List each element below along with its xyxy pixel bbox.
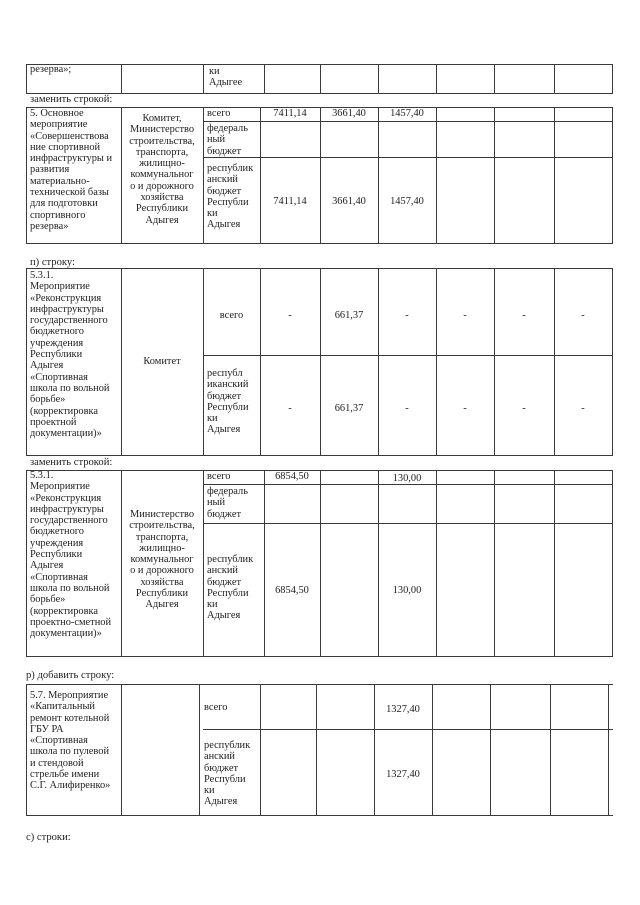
value-cell: - — [405, 310, 409, 321]
value-cell: - — [581, 403, 585, 414]
source-cell: всего — [219, 310, 244, 321]
value-cell: - — [405, 403, 409, 414]
value-cell: 130,00 — [392, 585, 422, 596]
value-cell: 1327,40 — [386, 769, 420, 780]
caption-add-row: р) добавить строку: — [26, 670, 115, 681]
row-name: резерва»; — [30, 64, 72, 75]
value-cell: - — [581, 310, 585, 321]
source-cell: республ иканский бюджет Республи ки Адыгея — [207, 368, 249, 436]
value-cell: 7411,14 — [273, 108, 307, 119]
value-cell: 3661,40 — [332, 108, 366, 119]
value-cell: 1457,40 — [390, 196, 424, 207]
value-cell: - — [288, 403, 292, 414]
source-cell: всего — [207, 471, 231, 482]
value-cell: 3661,40 — [332, 196, 366, 207]
value-cell: - — [463, 403, 467, 414]
value-cell: - — [288, 310, 292, 321]
value-cell: - — [522, 403, 526, 414]
source-cell: федераль ный бюджет — [207, 486, 248, 520]
value-cell: 7411,14 — [273, 196, 307, 207]
value-cell: 1457,40 — [390, 108, 424, 119]
value-cell: - — [463, 310, 467, 321]
value-cell: 1327,40 — [386, 704, 420, 715]
executor-cell: Комитет — [143, 356, 181, 367]
executor-cell: Министерство строительства, транспорта, жилищно- коммунальног о и дорожного хозяйства Республики Адыгея — [129, 509, 195, 611]
value-cell: 661,37 — [334, 403, 364, 414]
source-cell: ки Адыгее — [209, 66, 243, 89]
source-cell: республик анский бюджет Республи ки Адыгея — [204, 740, 251, 808]
source-cell: федераль ный бюджет — [207, 123, 248, 157]
executor-cell: Комитет, Министерство строительства, транспорта, жилищно- коммунальног о и дорожного хозяйства Республики Адыгея — [129, 113, 195, 226]
value-cell: - — [522, 310, 526, 321]
value-cell: 130,00 — [392, 473, 422, 484]
caption-rows-s: с) строки: — [26, 832, 71, 843]
row-name: 5. Основное мероприятие «Совершенствова ние спортивной инфраструктуры и развития материально- технической базы для подготовки спортивного резерва» — [30, 108, 113, 232]
source-cell: всего — [204, 702, 228, 713]
caption-replace-2: заменить строкой: — [30, 457, 113, 468]
value-cell: 6854,50 — [275, 471, 309, 482]
row-name: 5.7. Мероприятие «Капитальный ремонт котельной ГБУ РА «Спортивная школа по пулевой и стендовой стрельбе имени С.Г. Алифиренко» — [30, 690, 111, 792]
caption-replace-1: заменить строкой: — [30, 94, 113, 105]
value-cell: 6854,50 — [275, 585, 309, 596]
caption-row-p: п) строку: — [30, 257, 75, 268]
source-cell: республик анский бюджет Республи ки Адыгея — [207, 163, 254, 231]
source-cell: республик анский бюджет Республи ки Адыгея — [207, 554, 254, 622]
value-cell: 661,37 — [334, 310, 364, 321]
row-name: 5.3.1. Мероприятие «Реконструкция инфраструктуры государственного бюджетного учреждения Республики Адыгея «Спортивная школа по вольной борьбе» (корректировка проектной документации)» — [30, 270, 110, 440]
row-name: 5.3.1. Мероприятие «Реконструкция инфраструктуры государственного бюджетного учреждения Республики Адыгея «Спортивная школа по вольной борьбе» (корректировка проектно-сметной документации)» — [30, 470, 112, 640]
source-cell: всего — [207, 108, 231, 119]
